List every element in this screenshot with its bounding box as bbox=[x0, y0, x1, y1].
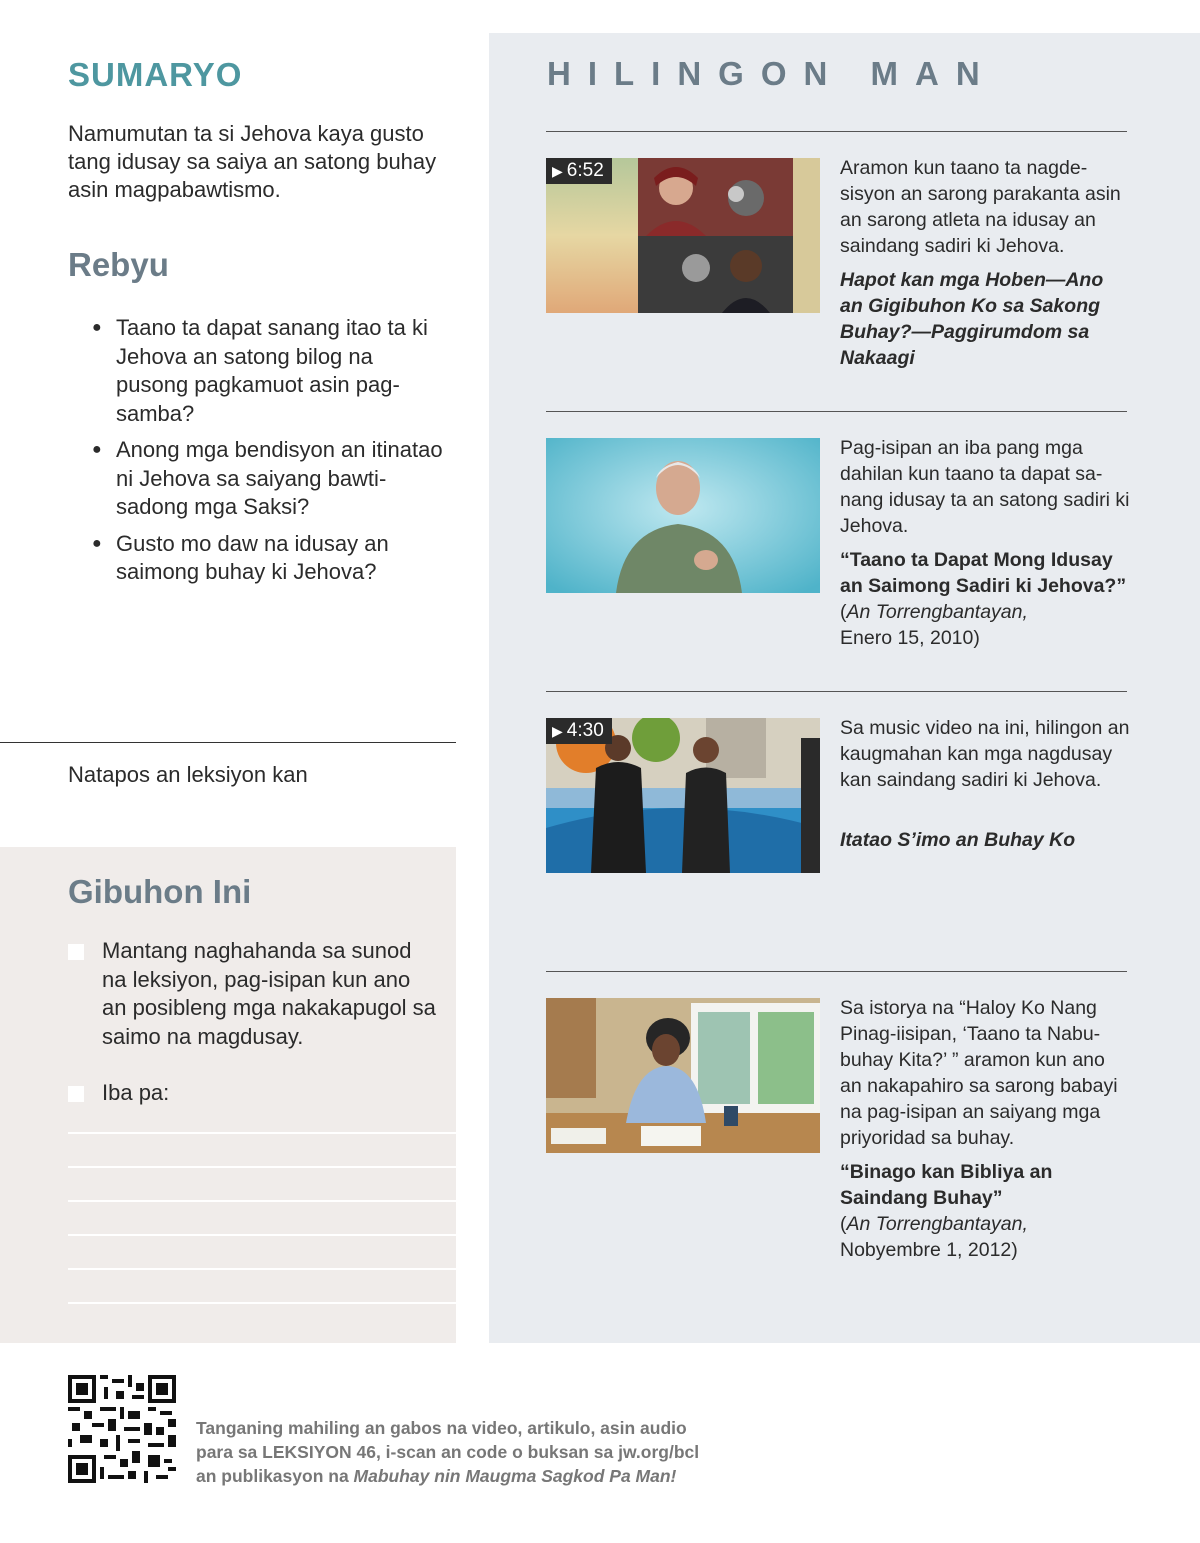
play-icon: ▶ bbox=[552, 723, 563, 739]
list-item bbox=[92, 436, 447, 522]
hilingon-heading: HILINGON MAN bbox=[547, 55, 997, 92]
video-thumbnail[interactable] bbox=[546, 158, 820, 313]
hilingon-description: Sa music video na ini, hilingon an kaugmahan kan mga nagdusay kan saindang sadiri ki Jehova. bbox=[840, 717, 1130, 791]
rebyu-heading: Rebyu bbox=[68, 246, 169, 283]
rebyu-question: Gusto mo daw na idusay an saimong buhay ki Jehova? bbox=[116, 530, 389, 584]
video-thumbnail[interactable] bbox=[546, 718, 820, 873]
divider bbox=[0, 742, 456, 743]
gibuhon-item-text: Iba pa: bbox=[102, 1080, 170, 1105]
hilingon-description: Sa istorya na “Haloy Ko Nang Pinag-iisipan, ‘Taano ta Nabubuhay Kita?’ ” aramon kun ano an nakapahiro sa sarong babayi na pag-isipan an saiyang mga priyoridad sa buhay. bbox=[840, 997, 1118, 1149]
rebyu-list bbox=[92, 314, 447, 595]
divider bbox=[546, 691, 1127, 692]
hilingon-description: Aramon kun taano ta nagdesisyon an sarong parakanta asin an sarong atleta na idusay an saindang sadiri ki Jehova. bbox=[840, 157, 1121, 257]
write-line[interactable] bbox=[68, 1302, 456, 1304]
checkbox[interactable] bbox=[68, 1086, 84, 1102]
hilingon-source-link[interactable]: Itatao S’imo an Buhay Ko bbox=[840, 829, 1076, 851]
hilingon-source-link[interactable]: Hapot kan mga Hoben—Ano an Gigibuhon Ko sa Sakong Buhay?—Paggirumdom sa Nakaagi bbox=[840, 269, 1104, 369]
article-thumbnail[interactable] bbox=[546, 998, 820, 1153]
write-line[interactable] bbox=[68, 1166, 456, 1168]
natapos-label: Natapos an leksiyon kan bbox=[68, 762, 308, 787]
bullet-icon: ● bbox=[92, 441, 102, 458]
footer-text: Tanganing mahiling an gabos na video, artikulo, asin audio para sa LEKSIYON 46, i-scan an code o buksan sa jw.org/bcl an publikasyon na Mabuhay nin Maugma Sagkod Pa Man! bbox=[196, 1418, 700, 1486]
write-line[interactable] bbox=[68, 1234, 456, 1236]
checkbox[interactable] bbox=[68, 944, 84, 960]
write-line[interactable] bbox=[68, 1132, 456, 1134]
article-thumbnail[interactable] bbox=[546, 438, 820, 593]
rebyu-question: Taano ta dapat sanang itao ta ki Jehova an satong bilog na pusong pagkamuot asin pagsamba? bbox=[116, 315, 428, 426]
hilingon-description: Pag-isipan an iba pang mga dahilan kun taano ta dapat sanang idusay ta an satong sadiri ki Jehova. bbox=[840, 437, 1130, 537]
gibuhon-item bbox=[68, 1079, 438, 1108]
gibuhon-heading: Gibuhon Ini bbox=[68, 873, 252, 910]
gibuhon-section bbox=[0, 847, 456, 1343]
divider bbox=[546, 131, 1127, 132]
qr-code-image bbox=[68, 1375, 176, 1483]
hilingon-panel bbox=[489, 33, 1200, 1343]
rebyu-question: Anong mga bendisyon an itinatao ni Jehova sa saiyang bawtisadong mga Saksi? bbox=[116, 437, 443, 519]
article-thumbnail-image bbox=[546, 438, 820, 593]
sumaryo-heading: SUMARYO bbox=[68, 56, 243, 93]
article-thumbnail-image bbox=[546, 998, 820, 1153]
divider bbox=[546, 971, 1127, 972]
bullet-icon: ● bbox=[92, 319, 102, 336]
hilingon-source-link[interactable]: “Binago kan Bibliya an Saindang Buhay” (An Torrengbantayan, Nobyembre 1, 2012) bbox=[840, 1161, 1053, 1261]
write-line[interactable] bbox=[68, 1268, 456, 1270]
video-duration: ▶ 6:52 bbox=[546, 158, 612, 184]
bullet-icon: ● bbox=[92, 534, 102, 552]
gibuhon-item bbox=[68, 937, 438, 1051]
hilingon-source-link[interactable]: “Taano ta Dapat Mong Idusay an Saimong Sadiri ki Jehova?” (An Torrengbantayan, Enero 15, 2010) bbox=[840, 549, 1127, 649]
list-item bbox=[92, 314, 447, 428]
gibuhon-item-text: Mantang naghahanda sa sunod na leksiyon, pag-isipan kun ano an posibleng mga nakakapugol sa saimo na magdusay. bbox=[102, 938, 436, 1049]
list-item bbox=[92, 530, 447, 587]
write-line[interactable] bbox=[68, 1200, 456, 1202]
sumaryo-text: Namumutan ta si Jehova kaya gusto tang idusay sa saiya an satong buhay asin magpabawtismo. bbox=[68, 121, 437, 202]
play-icon: ▶ bbox=[552, 163, 563, 179]
divider bbox=[546, 411, 1127, 412]
video-duration: ▶ 4:30 bbox=[546, 718, 612, 744]
qr-code-icon[interactable] bbox=[68, 1375, 176, 1483]
